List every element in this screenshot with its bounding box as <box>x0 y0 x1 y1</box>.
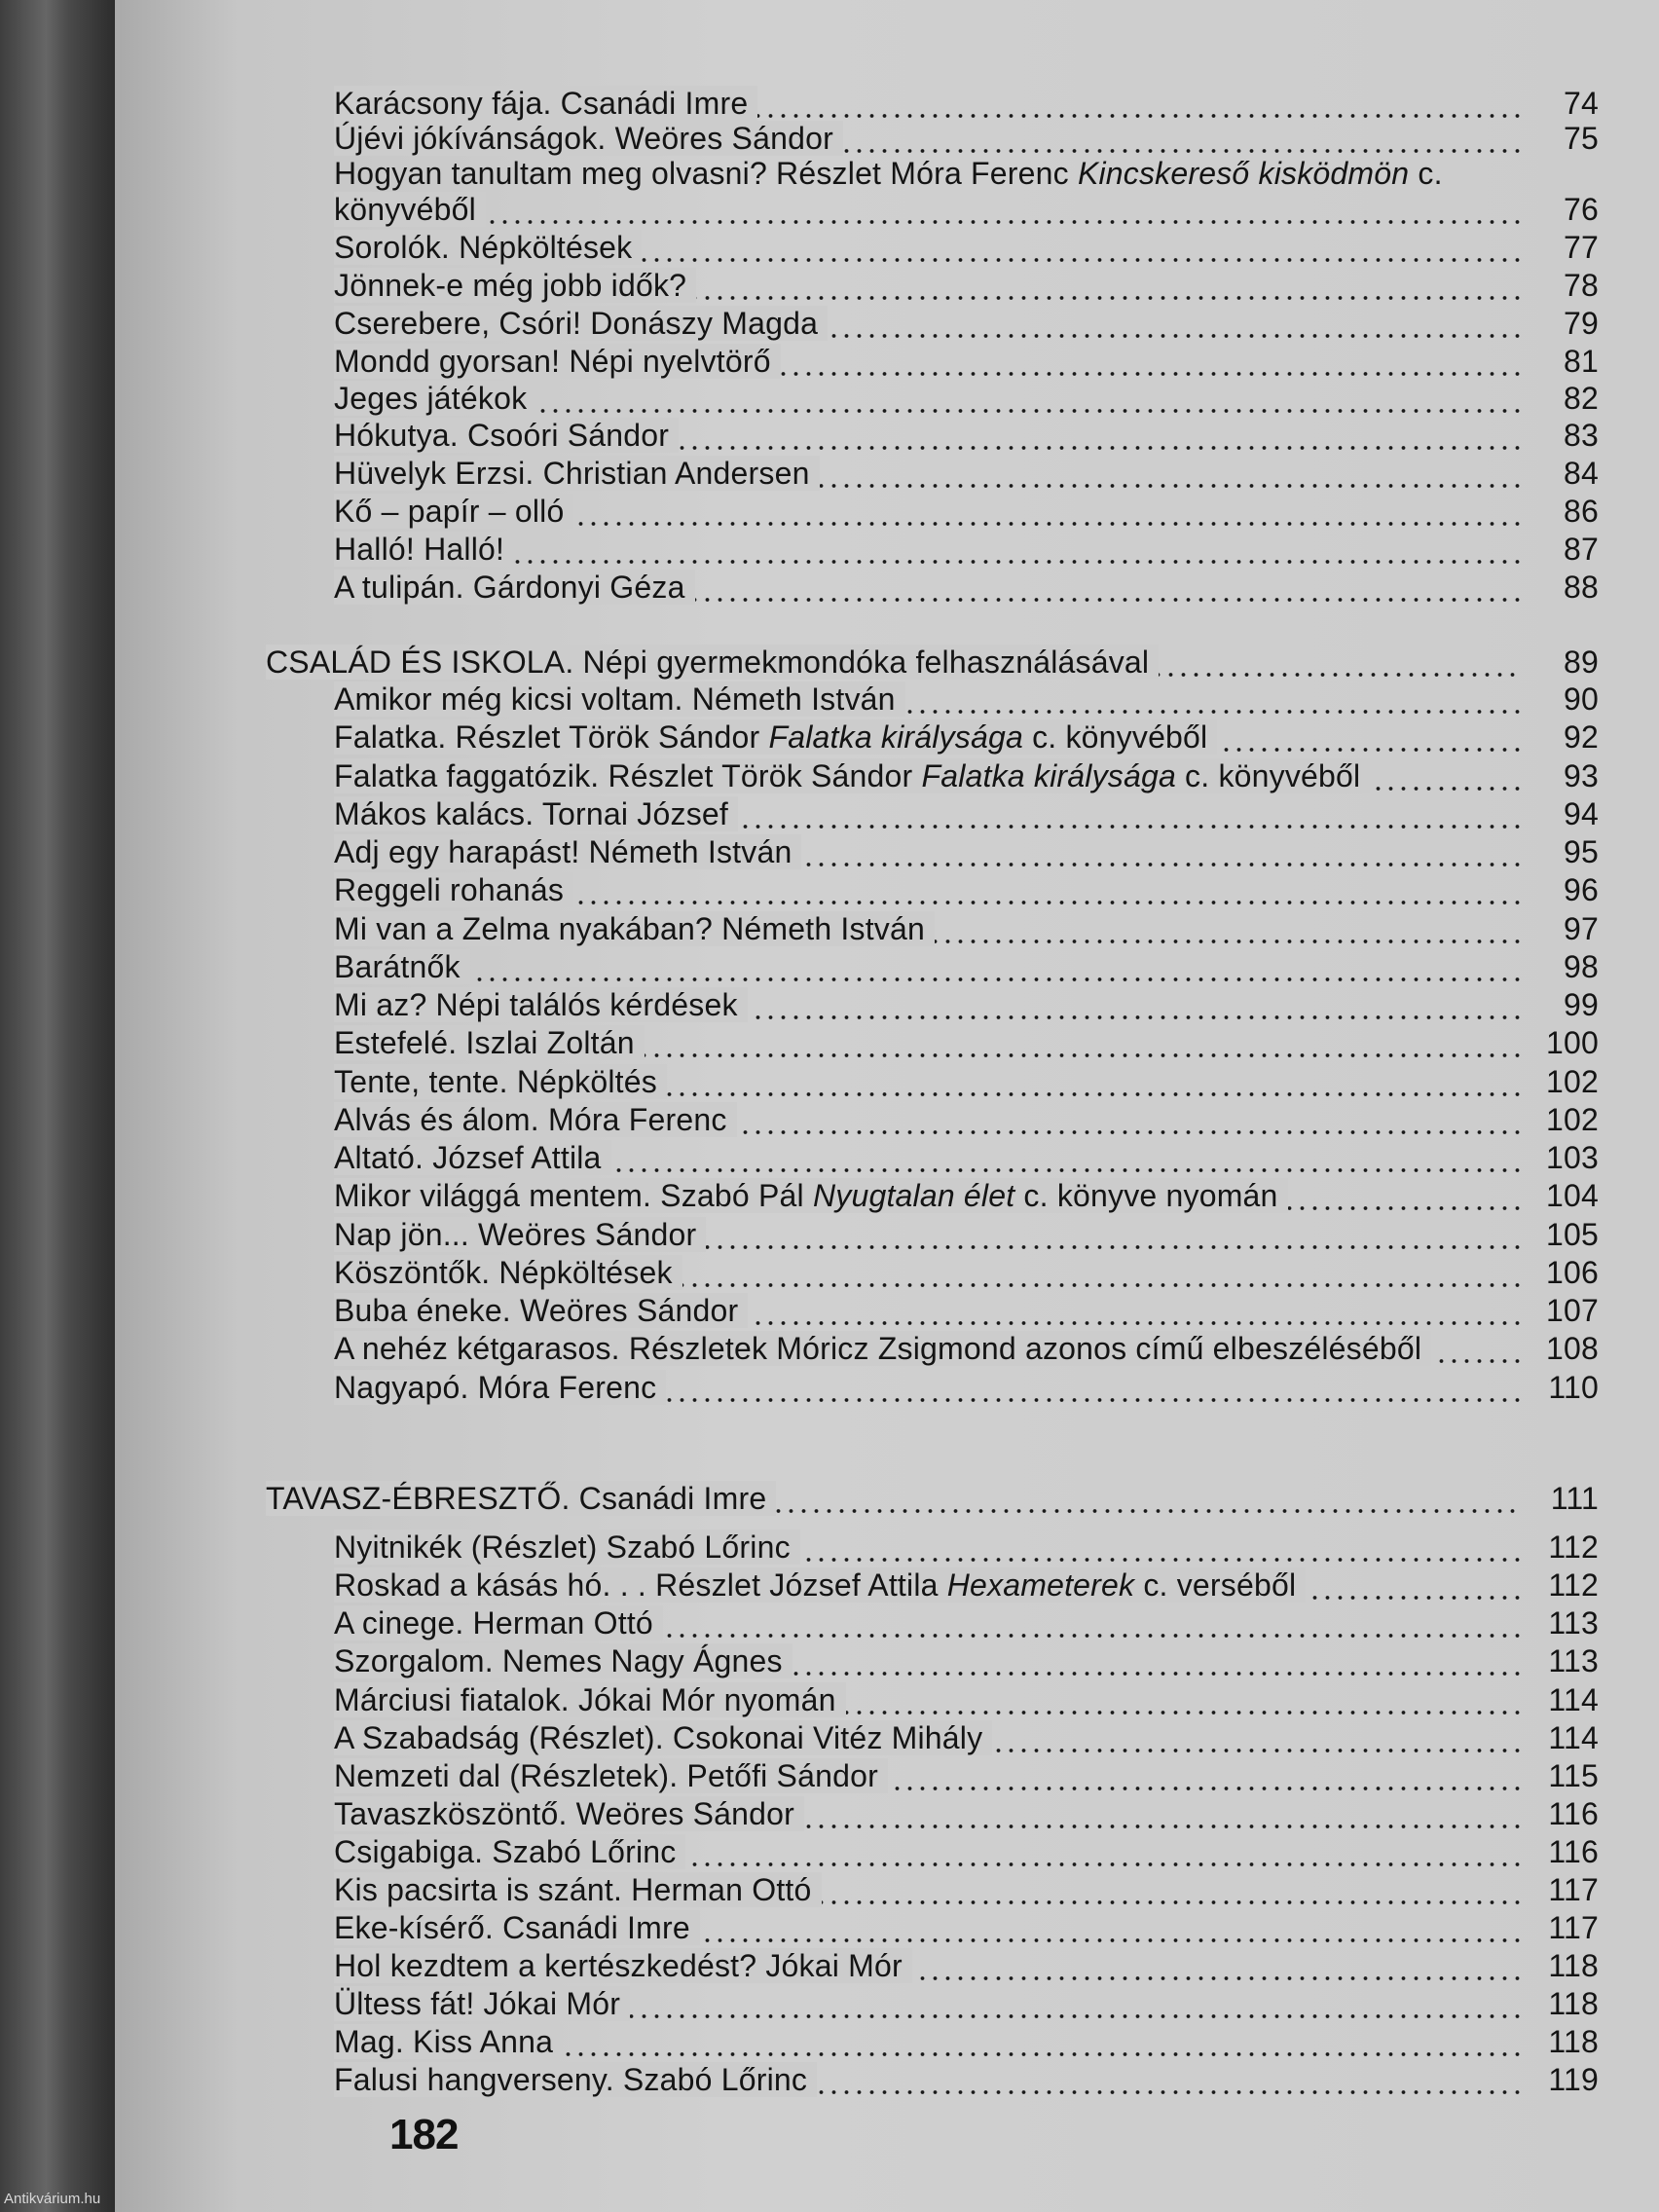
toc-page-number: 113 <box>1548 1605 1599 1641</box>
title-text: Nagyapó. Móra Ferenc <box>334 1370 657 1405</box>
toc-page-number: 99 <box>1564 987 1599 1022</box>
title-text: Tente, tente. Népköltés <box>334 1064 657 1099</box>
title-text: Falatka. Részlet Török Sándor <box>334 719 769 755</box>
toc-entry-title <box>334 494 1521 529</box>
toc-entry-title <box>334 1682 1521 1717</box>
toc-entry-title-line1 <box>334 156 1443 191</box>
toc-entry <box>115 1605 1659 1641</box>
toc-page-number: 111 <box>1550 1481 1599 1516</box>
toc-entry-title <box>334 2062 1521 2097</box>
toc-entry-title <box>334 1102 1521 1137</box>
toc-entry <box>115 987 1659 1022</box>
title-tail: c. könyvéből <box>1023 719 1208 755</box>
toc-entry <box>115 2062 1659 2097</box>
toc-entry <box>115 1948 1659 1983</box>
toc-entry-title <box>334 1605 1521 1641</box>
toc-entry-title <box>334 570 1521 605</box>
table-of-contents <box>115 0 1659 2212</box>
toc-page-number: 107 <box>1546 1293 1599 1328</box>
toc-page-number: 90 <box>1564 682 1599 717</box>
toc-entry-title <box>334 1986 1521 2021</box>
toc-page-number: 102 <box>1546 1102 1599 1137</box>
title-text: TAVASZ-ÉBRESZTŐ. Csanádi Imre <box>266 1481 767 1516</box>
toc-entry-title <box>334 1872 1521 1907</box>
toc-page-number: 88 <box>1564 570 1599 605</box>
toc-entry-title <box>334 872 1521 907</box>
toc-page-number: 102 <box>1546 1064 1599 1099</box>
title-text: Ültess fát! Jókai Mór <box>334 1986 621 2021</box>
toc-entry <box>115 2024 1659 2059</box>
toc-page-number: 77 <box>1564 230 1599 265</box>
toc-page-number: 93 <box>1564 758 1599 793</box>
toc-page-number: 108 <box>1546 1331 1599 1366</box>
toc-entry-title <box>334 987 1521 1022</box>
toc-page-number: 78 <box>1564 268 1599 303</box>
title-text: Tavaszköszöntő. Weöres Sándor <box>334 1796 795 1831</box>
title-text: Hol kezdtem a kertészkedést? Jókai Mór <box>334 1948 903 1983</box>
title-text: Sorolók. Népköltések <box>334 230 633 265</box>
toc-entry <box>115 344 1659 379</box>
title-text: Mi az? Népi találós kérdések <box>334 987 738 1022</box>
toc-entry <box>115 381 1659 416</box>
title-italic-work: Nyugtalan élet <box>812 1178 1015 1213</box>
toc-entry-title <box>334 1567 1521 1603</box>
title-text: Mi van a Zelma nyakában? Németh István <box>334 911 926 946</box>
toc-entry <box>115 796 1659 831</box>
toc-entry-title <box>334 532 1521 567</box>
toc-entry <box>115 1530 1659 1565</box>
title-text: Altató. József Attila <box>334 1140 602 1175</box>
title-text: Nyitnikék (Részlet) Szabó Lőrinc <box>334 1530 791 1565</box>
toc-entry-title <box>334 1140 1521 1175</box>
toc-entry <box>115 1872 1659 1907</box>
toc-entry <box>115 570 1659 605</box>
title-text: Barátnők <box>334 949 461 984</box>
toc-page-number: 117 <box>1548 1872 1599 1907</box>
toc-entry <box>115 1910 1659 1945</box>
title-tail: c. könyvéből <box>1175 758 1361 793</box>
toc-entry-title <box>334 192 1521 227</box>
toc-entry <box>115 1682 1659 1717</box>
toc-entry-title <box>334 1758 1521 1793</box>
toc-page-number: 98 <box>1564 949 1599 984</box>
toc-page-number: 82 <box>1564 381 1599 416</box>
toc-entry <box>115 1643 1659 1678</box>
toc-entry <box>115 230 1659 265</box>
title-text: Kő – papír – olló <box>334 494 565 529</box>
toc-page-number: 100 <box>1546 1025 1599 1060</box>
toc-entry <box>115 532 1659 567</box>
toc-page-number: 114 <box>1548 1720 1599 1755</box>
title-italic-work: Hexameterek <box>946 1567 1135 1603</box>
title-tail: c. verséből <box>1134 1567 1297 1603</box>
toc-entry-title <box>334 1643 1521 1678</box>
toc-entry-title <box>334 1217 1521 1252</box>
toc-entry <box>115 418 1659 453</box>
toc-page-number: 113 <box>1548 1643 1599 1678</box>
title-italic-work: Falatka királysága <box>768 719 1023 755</box>
title-text: Hüvelyk Erzsi. Christian Andersen <box>334 456 810 491</box>
toc-page-number: 116 <box>1548 1834 1599 1869</box>
toc-entry-title <box>334 381 1521 416</box>
title-text: Roskad a kásás hó. . . Részlet József Attila <box>334 1567 947 1603</box>
watermark: Antikvárium.hu <box>4 2191 101 2207</box>
toc-entry-title <box>334 834 1521 869</box>
toc-entry <box>115 1140 1659 1175</box>
toc-page-number: 84 <box>1564 456 1599 491</box>
title-text: Nap jön... Weöres Sándor <box>334 1217 697 1252</box>
toc-entry-title <box>334 1293 1521 1328</box>
toc-entry <box>115 719 1659 755</box>
title-text: Mondd gyorsan! Népi nyelvtörő <box>334 344 771 379</box>
toc-entry <box>115 156 1659 191</box>
title-text: Eke-kísérő. Csanádi Imre <box>334 1910 690 1945</box>
toc-page-number: 112 <box>1548 1530 1599 1565</box>
toc-entry-title <box>266 645 1521 680</box>
toc-entry-title <box>334 682 1521 717</box>
title-text: Falatka faggatózik. Részlet Török Sándor <box>334 758 922 793</box>
title-text: Buba éneke. Weöres Sándor <box>334 1293 739 1328</box>
title-text: Csigabiga. Szabó Lőrinc <box>334 1834 677 1869</box>
toc-entry-title <box>334 1910 1521 1945</box>
toc-page-number: 119 <box>1548 2062 1599 2097</box>
toc-page-number: 75 <box>1564 121 1599 156</box>
toc-entry <box>115 192 1659 227</box>
toc-entry <box>115 494 1659 529</box>
title-text: Köszöntők. Népköltések <box>334 1255 673 1290</box>
toc-entry-title <box>334 796 1521 831</box>
toc-entry-title <box>334 1255 1521 1290</box>
toc-entry <box>115 1255 1659 1290</box>
book-spine-shadow <box>0 0 115 2212</box>
toc-entry <box>115 1720 1659 1755</box>
toc-entry <box>115 834 1659 869</box>
toc-page-number: 118 <box>1548 1948 1599 1983</box>
title-text: Adj egy harapást! Németh István <box>334 834 793 869</box>
toc-entry <box>115 758 1659 793</box>
title-text: Mag. Kiss Anna <box>334 2024 554 2059</box>
toc-entry <box>115 1217 1659 1252</box>
toc-page-number: 114 <box>1548 1682 1599 1717</box>
toc-entry-title <box>334 121 1521 156</box>
title-text: Reggeli rohanás <box>334 872 565 907</box>
title-tail: c. <box>1409 156 1443 191</box>
toc-entry-title <box>334 344 1521 379</box>
toc-entry <box>115 682 1659 717</box>
title-text: Mikor világgá mentem. Szabó Pál <box>334 1178 813 1213</box>
title-text: Cserebere, Csóri! Donászy Magda <box>334 306 819 341</box>
toc-entry <box>115 1331 1659 1366</box>
toc-entry-title <box>334 1948 1521 1983</box>
title-text: Estefelé. Iszlai Zoltán <box>334 1025 635 1060</box>
title-text: A Szabadság (Részlet). Csokonai Vitéz Mihály <box>334 1720 983 1755</box>
toc-page-number: 92 <box>1564 719 1599 755</box>
toc-entry <box>115 306 1659 341</box>
title-text: Hókutya. Csoóri Sándor <box>334 418 670 453</box>
toc-entry-title <box>334 1064 1521 1099</box>
title-text: Hogyan tanultam meg olvasni? Részlet Móra Ferenc <box>334 156 1078 191</box>
toc-page-number: 76 <box>1564 192 1599 227</box>
toc-entry-title <box>334 1178 1521 1213</box>
toc-entry <box>115 1102 1659 1137</box>
title-text: CSALÁD ÉS ISKOLA. Népi gyermekmondóka felhasználásával <box>266 645 1150 680</box>
toc-entry <box>115 872 1659 907</box>
toc-page-number: 87 <box>1564 532 1599 567</box>
toc-page-number: 110 <box>1548 1370 1599 1405</box>
title-text: Amikor még kicsi voltam. Németh István <box>334 682 896 717</box>
title-text: Mákos kalács. Tornai József <box>334 796 728 831</box>
toc-entry <box>115 121 1659 156</box>
toc-entry-title <box>334 719 1521 755</box>
title-text: A cinege. Herman Ottó <box>334 1605 653 1641</box>
title-text: Márciusi fiatalok. Jókai Mór nyomán <box>334 1682 836 1717</box>
title-text: Újévi jókívánságok. Weöres Sándor <box>334 121 833 156</box>
toc-entry-title <box>334 949 1521 984</box>
toc-entry-title <box>334 306 1521 341</box>
title-italic-work: Kincskereső kisködmön <box>1077 156 1410 191</box>
toc-page-number: 83 <box>1564 418 1599 453</box>
title-text: Karácsony fája. Csanádi Imre <box>334 86 749 121</box>
toc-page-number: 116 <box>1548 1796 1599 1831</box>
toc-entry <box>115 1834 1659 1869</box>
toc-page-number: 95 <box>1564 834 1599 869</box>
toc-page-number: 115 <box>1548 1758 1599 1793</box>
toc-entry <box>115 1064 1659 1099</box>
toc-page-number: 106 <box>1546 1255 1599 1290</box>
toc-entry-title <box>334 1025 1521 1060</box>
toc-entry <box>115 1293 1659 1328</box>
toc-page-number: 97 <box>1564 911 1599 946</box>
toc-entry-title <box>334 230 1521 265</box>
toc-section-heading <box>115 1481 1659 1516</box>
toc-entry-title <box>334 2024 1521 2059</box>
toc-page-number: 74 <box>1564 86 1599 121</box>
toc-entry-title <box>266 1481 1521 1516</box>
toc-entry <box>115 911 1659 946</box>
toc-page-number: 117 <box>1548 1910 1599 1945</box>
title-text: A tulipán. Gárdonyi Géza <box>334 570 685 605</box>
toc-entry <box>115 1796 1659 1831</box>
toc-entry <box>115 1025 1659 1060</box>
toc-entry-title <box>334 86 1521 121</box>
title-text: Alvás és álom. Móra Ferenc <box>334 1102 727 1137</box>
toc-page-number: 104 <box>1546 1178 1599 1213</box>
toc-entry <box>115 1370 1659 1405</box>
toc-page-number: 118 <box>1548 2024 1599 2059</box>
toc-entry-title <box>334 1331 1521 1366</box>
toc-entry <box>115 1178 1659 1213</box>
toc-entry <box>115 1758 1659 1793</box>
title-text: Jönnek-e még jobb idők? <box>334 268 687 303</box>
title-text: A nehéz kétgarasos. Részletek Móricz Zsigmond azonos című elbeszéléséből <box>334 1331 1422 1366</box>
toc-entry <box>115 1986 1659 2021</box>
title-text: Kis pacsirta is szánt. Herman Ottó <box>334 1872 812 1907</box>
toc-page-number: 103 <box>1546 1140 1599 1175</box>
toc-page-number: 105 <box>1546 1217 1599 1252</box>
toc-entry-title <box>334 1796 1521 1831</box>
title-italic-work: Falatka királysága <box>921 758 1176 793</box>
toc-entry <box>115 268 1659 303</box>
toc-entry <box>115 86 1659 121</box>
title-text: könyvéből <box>334 192 476 227</box>
toc-entry-title <box>334 456 1521 491</box>
title-tail: c. könyve nyomán <box>1014 1178 1278 1213</box>
toc-page-number: 94 <box>1564 796 1599 831</box>
toc-page-number: 89 <box>1564 645 1599 680</box>
title-text: Halló! Halló! <box>334 532 505 567</box>
toc-page-number: 79 <box>1564 306 1599 341</box>
title-text: Falusi hangverseny. Szabó Lőrinc <box>334 2062 808 2097</box>
toc-entry <box>115 949 1659 984</box>
toc-entry-title <box>334 268 1521 303</box>
toc-entry-title <box>334 1834 1521 1869</box>
page-number: 182 <box>389 2111 459 2158</box>
toc-page-number: 118 <box>1548 1986 1599 2021</box>
toc-entry-title <box>334 418 1521 453</box>
toc-page-number: 81 <box>1564 344 1599 379</box>
toc-entry-title <box>334 1720 1521 1755</box>
toc-page-number: 86 <box>1564 494 1599 529</box>
toc-section-heading <box>115 645 1659 680</box>
title-text: Nemzeti dal (Részletek). Petőfi Sándor <box>334 1758 878 1793</box>
toc-entry <box>115 1567 1659 1603</box>
title-text: Szorgalom. Nemes Nagy Ágnes <box>334 1643 783 1678</box>
book-page <box>115 0 1659 2212</box>
toc-page-number: 96 <box>1564 872 1599 907</box>
toc-entry-title <box>334 1530 1521 1565</box>
toc-entry-title <box>334 911 1521 946</box>
toc-entry <box>115 456 1659 491</box>
title-text: Jeges játékok <box>334 381 528 416</box>
toc-entry-title <box>334 1370 1521 1405</box>
toc-entry-title <box>334 758 1521 793</box>
toc-page-number: 112 <box>1548 1567 1599 1603</box>
